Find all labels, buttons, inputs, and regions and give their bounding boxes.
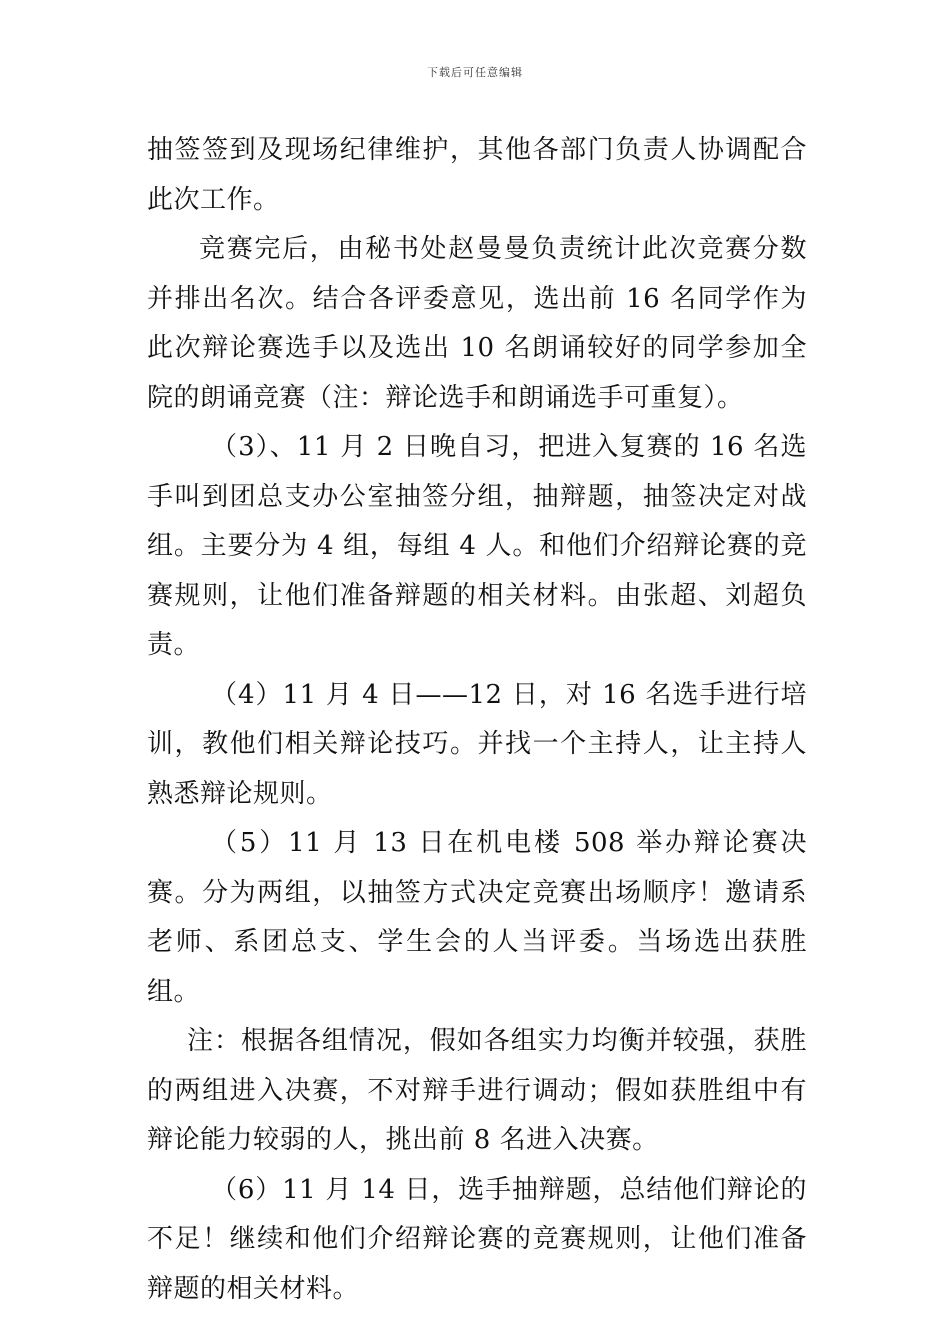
paragraph-note: 注：根据各组情况，假如各组实力均衡并较强，获胜的两组进入决赛，不对辩手进行调动；假如获胜组中有辩论能力较弱的人，挑出前 8 名进入决赛。 — [147, 1026, 807, 1155]
paragraph-ranking: 竞赛完后，由秘书处赵曼曼负责统计此次竞赛分数并排出名次。结合各评委意见，选出前 16 名同学作为此次辩论赛选手以及选出 10 名朗诵较好的同学参加全院的朗诵竞赛（注：辩论选手和朗诵选手可重复）。 — [147, 234, 807, 413]
paragraph-step-5: （5）11 月 13 日在机电楼 508 举办辩论赛决赛。分为两组，以抽签方式决定竞赛出场顺序！邀请系老师、系团总支、学生会的人当评委。当场选出获胜组。 — [147, 828, 807, 1007]
paragraph-step-4: （4）11 月 4 日——12 日，对 16 名选手进行培训，教他们相关辩论技巧。并找一个主持人，让主持人熟悉辩论规则。 — [147, 679, 807, 809]
paragraph-continuation: 抽签签到及现场纪律维护，其他各部门负责人协调配合此次工作。 — [147, 135, 807, 215]
paragraph-step-6: （6）11 月 14 日，选手抽辩题，总结他们辩论的不足！继续和他们介绍辩论赛的竞赛规则，让他们准备辩题的相关材料。 — [147, 1174, 807, 1304]
paragraph-step-3: （3）、11 月 2 日晚自习，把进入复赛的 16 名选手叫到团总支办公室抽签分组，抽辩题，抽签决定对战组。主要分为 4 组，每组 4 人。和他们介绍辩论赛的竞赛规则，让他们准备辩题的相关材料。由张超、刘超负责。 — [147, 432, 807, 660]
page-header: 下载后可任意编辑 — [427, 66, 523, 79]
document-body — [147, 126, 807, 1314]
